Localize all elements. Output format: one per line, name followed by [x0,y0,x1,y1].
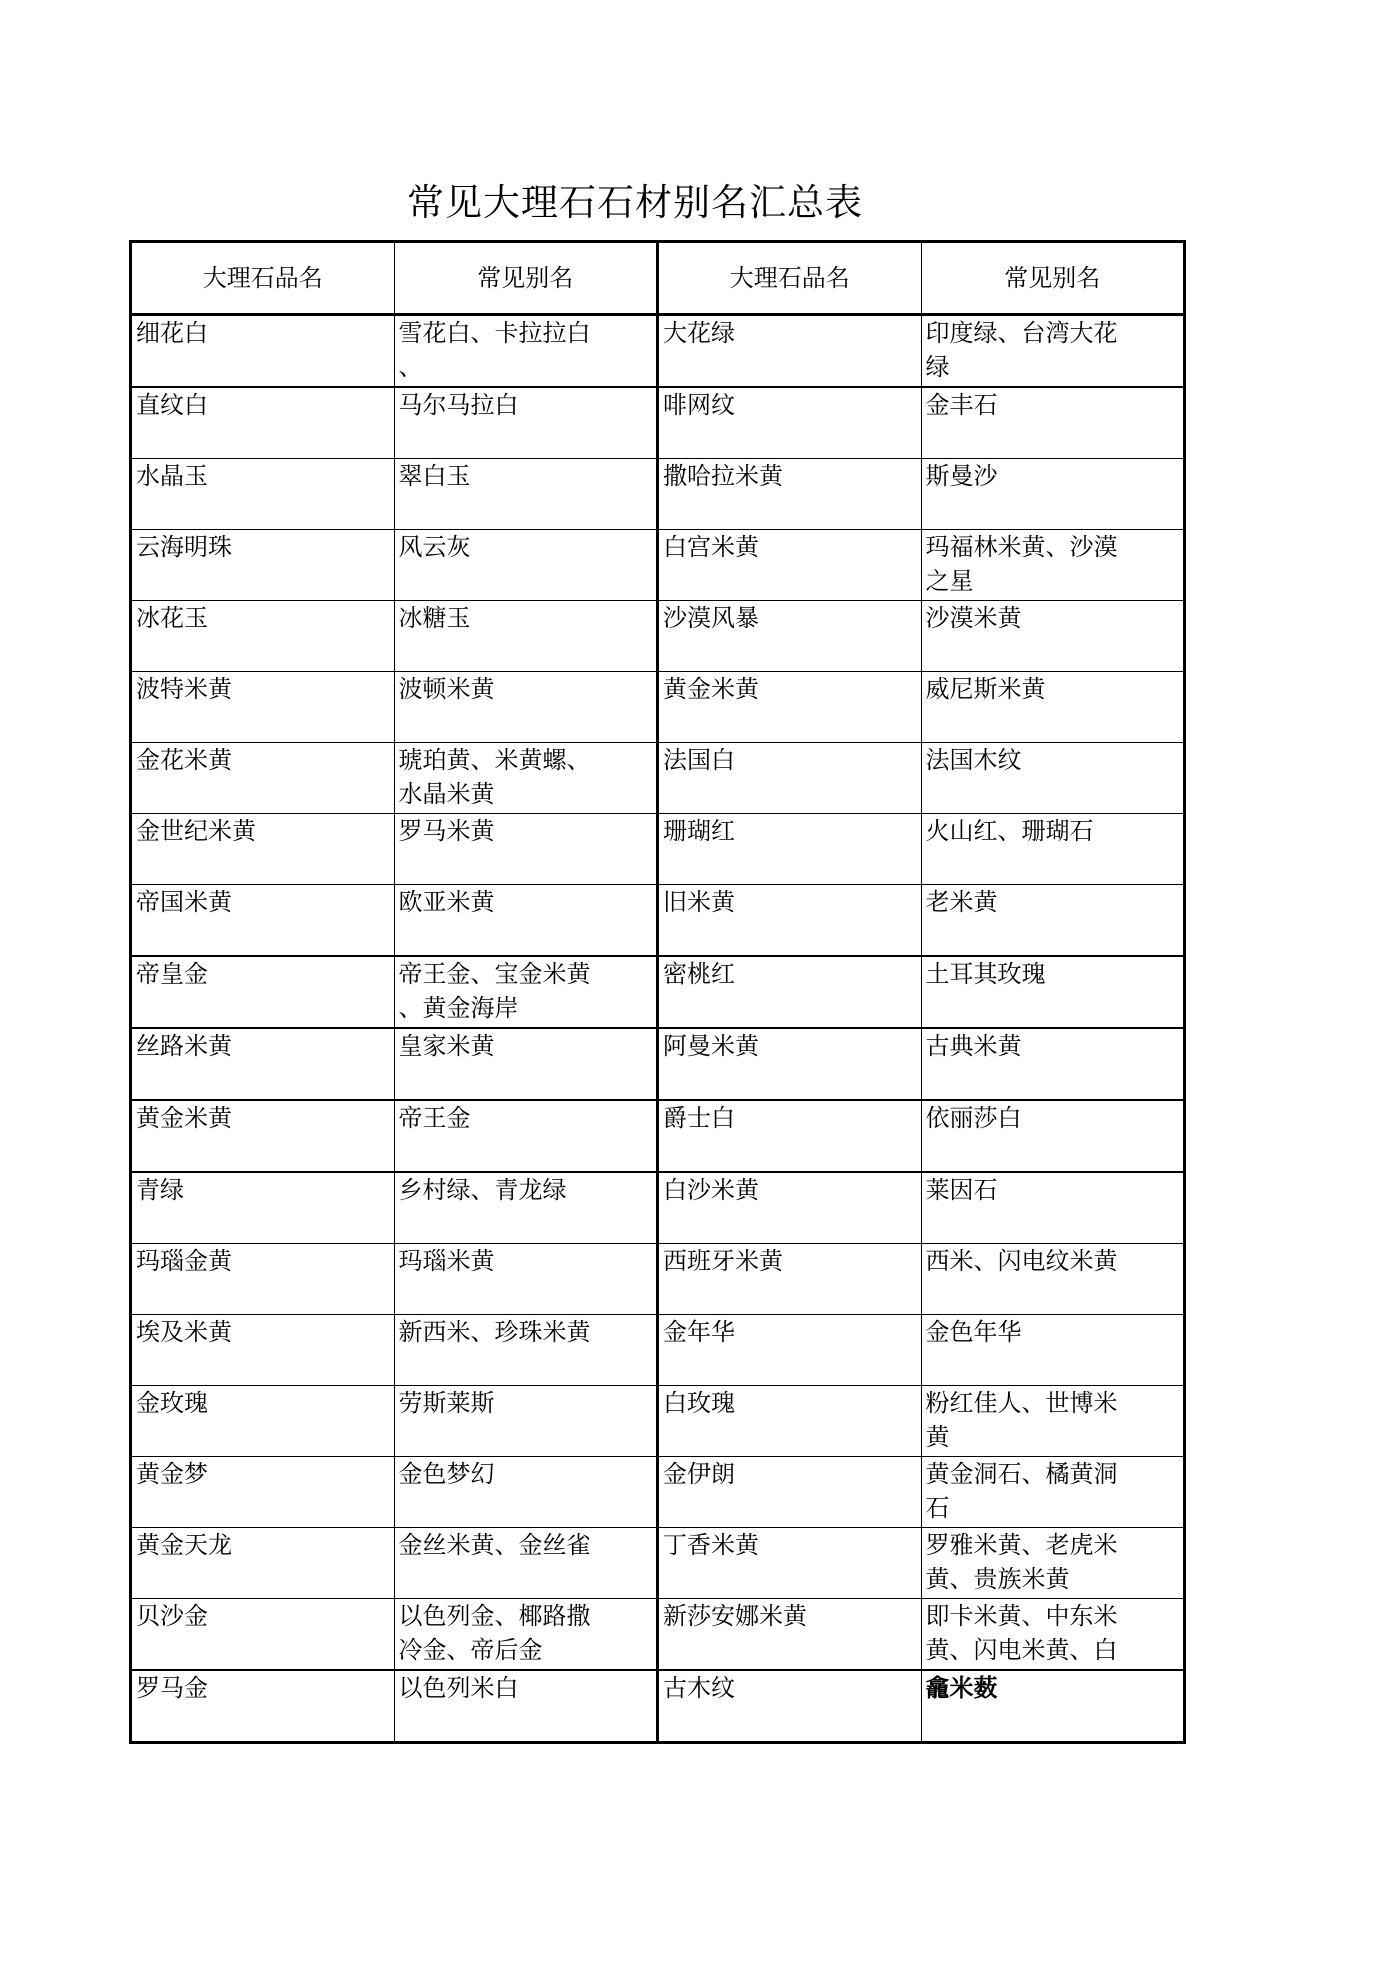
cell-common-alias: 皇家米黄 [394,1028,658,1100]
cell-marble-name: 细花白 [131,315,395,388]
cell-marble-name: 金玫瑰 [131,1386,395,1457]
cell-marble-name: 冰花玉 [131,601,395,672]
cell-marble-name: 贝沙金 [131,1599,395,1671]
cell-common-alias: 黄金洞石、橘黄洞 石 [921,1457,1185,1528]
header-common-alias: 常见别名 [394,242,658,315]
cell-common-alias: 粉红佳人、世博米 黄 [921,1386,1185,1457]
table-row [131,672,1185,743]
cell-marble-name: 黄金天龙 [131,1528,395,1599]
cell-marble-name: 水晶玉 [131,459,395,530]
cell-common-alias: 玛瑙米黄 [394,1244,658,1315]
cell-common-alias: 即卡米黄、中东米 黄、闪电米黄、白 [921,1599,1185,1671]
table-row [131,885,1185,957]
table-row [131,1528,1185,1599]
cell-marble-name: 青绿 [131,1172,395,1244]
cell-marble-name: 阿曼米黄 [658,1028,922,1100]
cell-common-alias: 火山红、珊瑚石 [921,814,1185,885]
cell-marble-name: 金伊朗 [658,1457,922,1528]
table-row [131,1386,1185,1457]
cell-marble-name: 云海明珠 [131,530,395,601]
cell-marble-name: 金世纪米黄 [131,814,395,885]
cell-marble-name: 黄金梦 [131,1457,395,1528]
table-row [131,530,1185,601]
cell-marble-name: 旧米黄 [658,885,922,957]
marble-alias-table [129,240,1186,1744]
cell-common-alias: 翠白玉 [394,459,658,530]
cell-marble-name: 珊瑚红 [658,814,922,885]
cell-marble-name: 丁香米黄 [658,1528,922,1599]
cell-common-alias: 以色列金、椰路撒 冷金、帝后金 [394,1599,658,1671]
cell-marble-name: 撒哈拉米黄 [658,459,922,530]
cell-marble-name: 啡网纹 [658,387,922,459]
table-row [131,814,1185,885]
cell-common-alias: 风云灰 [394,530,658,601]
table-row [131,1100,1185,1172]
cell-common-alias: 老米黄 [921,885,1185,957]
cell-marble-name: 大花绿 [658,315,922,388]
cell-common-alias: 西米、闪电纹米黄 [921,1244,1185,1315]
table-row [131,315,1185,388]
table-row [131,387,1185,459]
cell-common-alias: 金色梦幻 [394,1457,658,1528]
table-row [131,601,1185,672]
cell-common-alias: 乡村绿、青龙绿 [394,1172,658,1244]
table-row [131,1172,1185,1244]
cell-common-alias: 威尼斯米黄 [921,672,1185,743]
cell-common-alias: 土耳其玫瑰 [921,956,1185,1028]
cell-marble-name: 金年华 [658,1315,922,1386]
cell-marble-name: 波特米黄 [131,672,395,743]
cell-common-alias: 依丽莎白 [921,1100,1185,1172]
cell-common-alias: 帝王金 [394,1100,658,1172]
cell-common-alias: 波顿米黄 [394,672,658,743]
cell-common-alias: 龕米薮 [921,1670,1185,1743]
table-row [131,1457,1185,1528]
cell-common-alias: 琥珀黄、米黄螺、 水晶米黄 [394,743,658,814]
cell-marble-name: 直纹白 [131,387,395,459]
cell-common-alias: 沙漠米黄 [921,601,1185,672]
cell-marble-name: 法国白 [658,743,922,814]
cell-common-alias: 雪花白、卡拉拉白 、 [394,315,658,388]
header-marble-name: 大理石品名 [131,242,395,315]
cell-common-alias: 马尔马拉白 [394,387,658,459]
table-row [131,459,1185,530]
header-common-alias-2: 常见别名 [921,242,1185,315]
header-marble-name-2: 大理石品名 [658,242,922,315]
cell-common-alias: 印度绿、台湾大花 绿 [921,315,1185,388]
table-row [131,1315,1185,1386]
cell-common-alias: 金丰石 [921,387,1185,459]
cell-marble-name: 玛瑙金黄 [131,1244,395,1315]
cell-common-alias: 帝王金、宝金米黄 、黄金海岸 [394,956,658,1028]
cell-marble-name: 西班牙米黄 [658,1244,922,1315]
table-row [131,1599,1185,1671]
cell-marble-name: 罗马金 [131,1670,395,1743]
cell-common-alias: 罗雅米黄、老虎米 黄、贵族米黄 [921,1528,1185,1599]
cell-marble-name: 沙漠风暴 [658,601,922,672]
cell-marble-name: 白沙米黄 [658,1172,922,1244]
cell-marble-name: 密桃红 [658,956,922,1028]
cell-marble-name: 黄金米黄 [658,672,922,743]
cell-common-alias: 法国木纹 [921,743,1185,814]
cell-common-alias: 金色年华 [921,1315,1185,1386]
table-row [131,1028,1185,1100]
cell-marble-name: 爵士白 [658,1100,922,1172]
table-row [131,1244,1185,1315]
cell-marble-name: 白玫瑰 [658,1386,922,1457]
page-title: 常见大理石石材别名汇总表 [407,181,863,224]
cell-common-alias: 金丝米黄、金丝雀 [394,1528,658,1599]
cell-common-alias: 以色列米白 [394,1670,658,1743]
cell-common-alias: 玛福林米黄、沙漠 之星 [921,530,1185,601]
cell-marble-name: 丝路米黄 [131,1028,395,1100]
cell-common-alias: 古典米黄 [921,1028,1185,1100]
cell-marble-name: 新莎安娜米黄 [658,1599,922,1671]
cell-marble-name: 帝皇金 [131,956,395,1028]
table-row [131,1670,1185,1743]
table-row [131,956,1185,1028]
cell-common-alias: 新西米、珍珠米黄 [394,1315,658,1386]
cell-marble-name: 古木纹 [658,1670,922,1743]
table-row [131,743,1185,814]
cell-marble-name: 白宫米黄 [658,530,922,601]
cell-common-alias: 斯曼沙 [921,459,1185,530]
cell-marble-name: 帝国米黄 [131,885,395,957]
cell-marble-name: 金花米黄 [131,743,395,814]
cell-common-alias: 劳斯莱斯 [394,1386,658,1457]
cell-common-alias: 莱因石 [921,1172,1185,1244]
table-header-row [131,242,1185,315]
cell-common-alias: 欧亚米黄 [394,885,658,957]
cell-common-alias: 冰糖玉 [394,601,658,672]
cell-common-alias: 罗马米黄 [394,814,658,885]
cell-marble-name: 黄金米黄 [131,1100,395,1172]
cell-marble-name: 埃及米黄 [131,1315,395,1386]
